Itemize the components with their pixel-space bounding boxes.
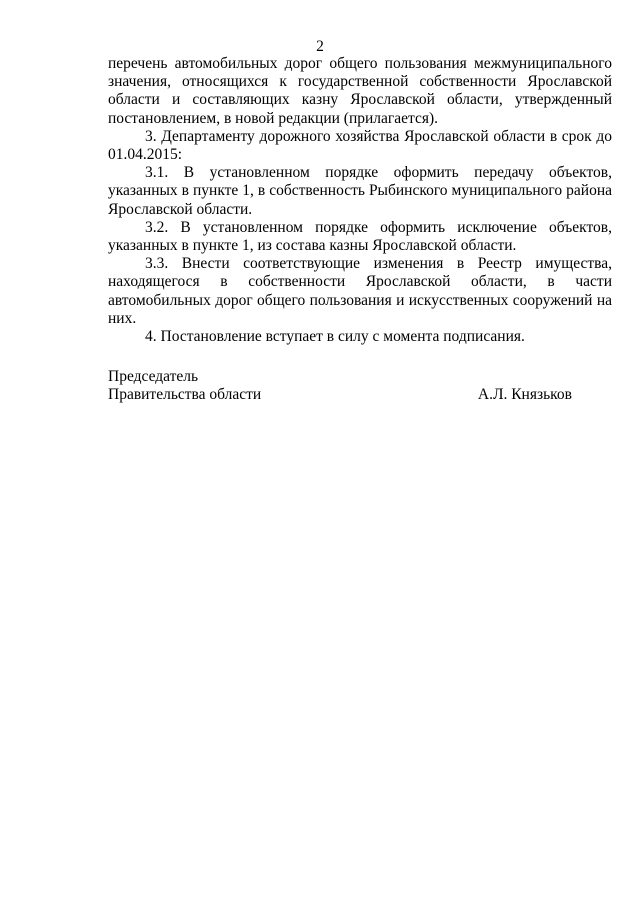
paragraph-item-3-3: 3.3. Внести соответствующие изменения в Реестр имущества, находящегося в собственности Ярославской области, в части автомобильных дорог общего пользования и искусственных сооружений на них.	[108, 255, 612, 327]
document-body	[108, 55, 612, 346]
paragraph-item-3-2: 3.2. В установленном порядке оформить исключение объектов, указанных в пункте 1, из состава казны Ярославской области.	[108, 218, 612, 255]
signatory-name: А.Л. Князьков	[477, 386, 572, 404]
paragraph-item-3-1: 3.1. В установленном порядке оформить передачу объектов, указанных в пункте 1, в собственность Рыбинского муниципального района Ярославской области.	[108, 164, 612, 218]
page-number: 2	[316, 38, 324, 55]
signatory-title-line2: Правительства области	[108, 386, 262, 404]
signature-block	[108, 368, 572, 404]
paragraph-continuation: перечень автомобильных дорог общего пользования межмуниципального значения, относящихся к государственной собственности Ярославской области и составляющих казну Ярославской области, утвержденный постановлением, в новой редакции (прилагается).	[108, 55, 612, 127]
paragraph-item-3: 3. Департаменту дорожного хозяйства Ярославской области в срок до 01.04.2015:	[108, 127, 612, 164]
signature-row	[108, 386, 572, 404]
paragraph-item-4: 4. Постановление вступает в силу с момента подписания.	[145, 328, 525, 346]
signatory-title-line1: Председатель	[108, 368, 199, 385]
